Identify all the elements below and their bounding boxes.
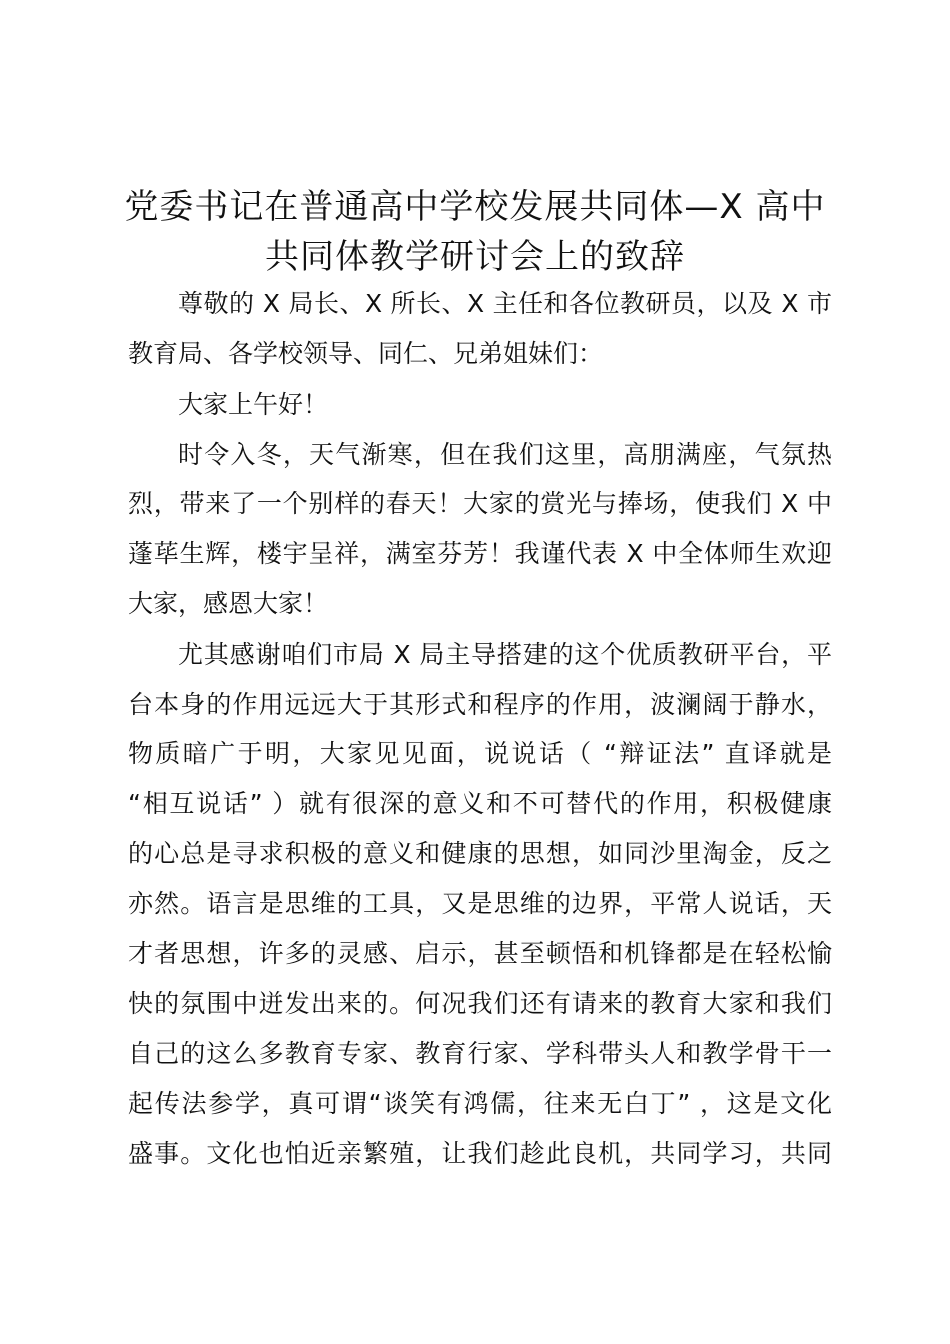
salutation-line: 教育局、各学校领导、同仁、兄弟姐妹们： — [128, 339, 604, 368]
greeting-line: 大家上午好！ — [178, 390, 329, 419]
paragraph-line: 台本身的作用远远大于其形式和程序的作用，波澜阔于静水， — [128, 690, 832, 719]
paragraph-line: 烈，带来了一个别样的春天！大家的赏光与捧场，使我们 X 中 — [128, 489, 832, 518]
paragraph-line: “相互说话” ）就有很深的意义和不可替代的作用，积极健康 — [128, 789, 832, 818]
salutation-line: 尊敬的 X 局长、X 所长、X 主任和各位教研员，以及 X 市 — [178, 289, 832, 318]
paragraph-line: 时令入冬，天气渐寒，但在我们这里，高朋满座，气氛热 — [178, 440, 832, 469]
paragraph-line: 蓬荜生辉，楼宇呈祥，满室芬芳！我谨代表 X 中全体师生欢迎 — [128, 539, 832, 568]
paragraph-line: 尤其感谢咱们市局 X 局主导搭建的这个优质教研平台，平 — [178, 640, 832, 669]
paragraph-line: 盛事。文化也怕近亲繁殖，让我们趁此良机，共同学习，共同 — [128, 1139, 832, 1168]
paragraph-line: 起传法参学，真可谓“谈笑有鸿儒，往来无白丁” ，这是文化 — [128, 1089, 832, 1118]
paragraph-line: 的心总是寻求积极的意义和健康的思想，如同沙里淘金，反之 — [128, 839, 832, 868]
paragraph-line: 自己的这么多教育专家、教育行家、学科带头人和教学骨干一 — [128, 1039, 832, 1068]
paragraph-line: 物质暗广于明，大家见见面，说说话（ “辩证法” 直译就是 — [128, 739, 832, 768]
paragraph-line: 才者思想，许多的灵感、启示，甚至顿悟和机锋都是在轻松愉 — [128, 939, 832, 968]
document-title-line-2: 共同体教学研讨会上的致辞 — [265, 237, 685, 277]
paragraph-line: 亦然。语言是思维的工具，又是思维的边界，平常人说话，天 — [128, 889, 832, 918]
paragraph-line: 快的氛围中迸发出来的。何况我们还有请来的教育大家和我们 — [128, 989, 832, 1018]
document-title-line-1: 党委书记在普通高中学校发展共同体—X 高中 — [124, 187, 826, 227]
paragraph-line: 大家，感恩大家！ — [128, 589, 329, 618]
